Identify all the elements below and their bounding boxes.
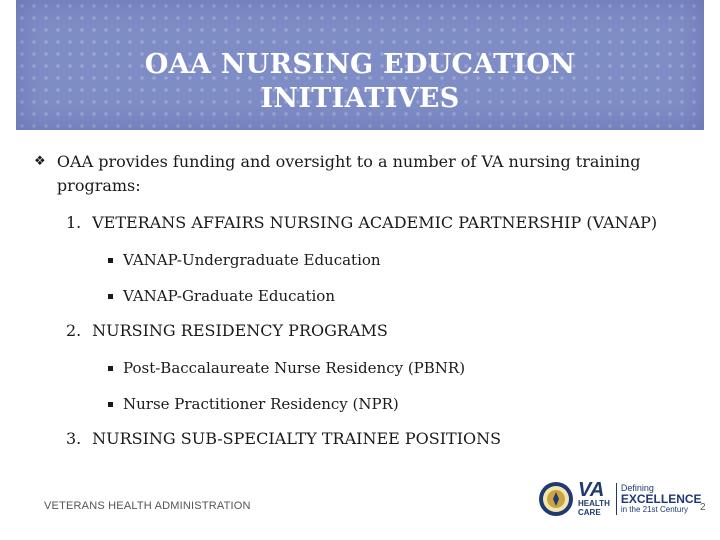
sub-item-label: VANAP-Undergraduate Education xyxy=(123,251,381,269)
va-wordmark xyxy=(578,481,610,517)
square-bullet-icon xyxy=(108,402,113,407)
slide-title xyxy=(16,48,704,116)
list-number: 2. xyxy=(66,321,82,340)
title-banner xyxy=(16,0,704,130)
sub-item xyxy=(108,250,684,270)
list-item-3 xyxy=(66,428,684,450)
sub-item-label: Post-Baccalaureate Nurse Residency (PBNR) xyxy=(123,359,466,377)
va-letters: VA xyxy=(578,479,605,501)
page-number: 2 xyxy=(700,502,706,513)
list-item-2 xyxy=(66,320,684,342)
intro-text: OAA provides funding and oversight to a number of VA nursing training programs: xyxy=(56,152,641,195)
square-bullet-icon xyxy=(108,366,113,371)
slide-title-line-2: INITIATIVES xyxy=(260,83,460,114)
va-care: CARE xyxy=(578,508,601,517)
va-seal-icon xyxy=(538,481,574,517)
tagline-excellence: EXCELLENCE xyxy=(620,492,702,506)
va-logo xyxy=(538,481,702,517)
list-label: VETERANS AFFAIRS NURSING ACADEMIC PARTNERSHIP (VANAP) xyxy=(92,213,658,232)
sub-item xyxy=(108,286,684,306)
diamond-bullet-icon: ❖ xyxy=(34,154,46,169)
sub-item-label: Nurse Practitioner Residency (NPR) xyxy=(123,395,399,413)
slide-title-line-1: OAA NURSING EDUCATION xyxy=(144,49,576,80)
sub-item xyxy=(108,394,684,414)
sub-item xyxy=(108,358,684,378)
tagline-defining: Defining xyxy=(620,483,654,493)
list-number: 3. xyxy=(66,429,82,448)
footer-org: VETERANS HEALTH ADMINISTRATION xyxy=(44,500,251,512)
list-number: 1. xyxy=(66,213,82,232)
square-bullet-icon xyxy=(108,258,113,263)
sub-item-label: VANAP-Graduate Education xyxy=(123,287,335,305)
slide-body xyxy=(34,150,684,450)
list-item-1 xyxy=(66,212,684,234)
tagline-century: in the 21st Century xyxy=(620,505,689,514)
logo-tagline xyxy=(616,483,702,515)
list-label: NURSING RESIDENCY PROGRAMS xyxy=(92,321,388,340)
list-label: NURSING SUB-SPECIALTY TRAINEE POSITIONS xyxy=(92,429,502,448)
va-health: HEALTH xyxy=(578,499,610,508)
square-bullet-icon xyxy=(108,294,113,299)
intro-bullet xyxy=(34,150,684,198)
